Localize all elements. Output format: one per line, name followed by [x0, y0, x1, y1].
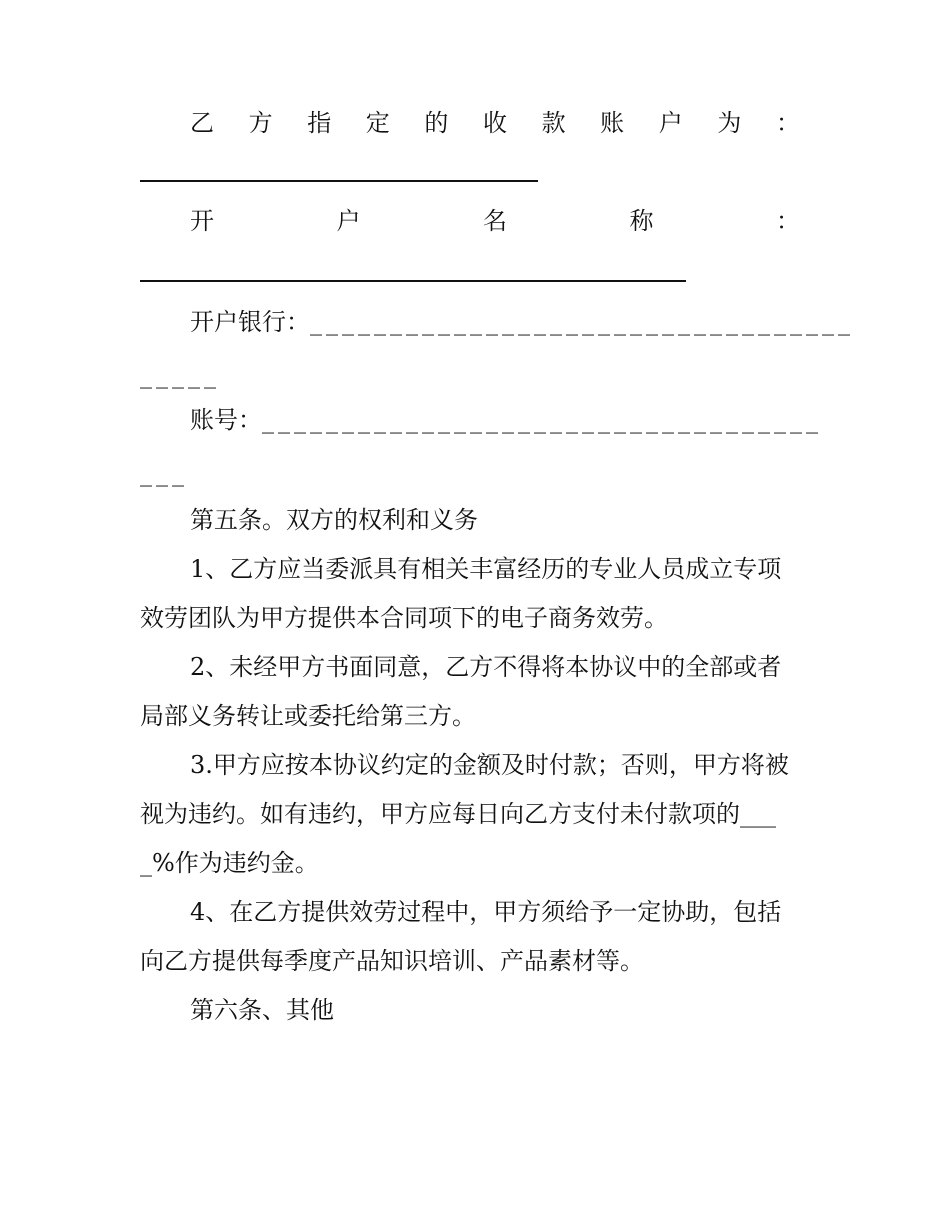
article5-item1-line2: 效劳团队为甲方提供本合同项下的电子商务效劳。 [140, 604, 668, 632]
article5-item4-line2: 向乙方提供每季度产品知识培训、产品素材等。 [140, 947, 644, 975]
account-intro-char: 账 [600, 109, 625, 137]
account-intro-char: 乙 [190, 109, 214, 137]
bank-line [190, 305, 854, 339]
account-intro-char: 为 [717, 109, 742, 137]
account-name-char: 户 [336, 207, 361, 235]
article5-item3-line1: 3.甲方应按本协议约定的金额及时付款；否则，甲方将被 [190, 751, 789, 779]
account-intro-char: 指 [307, 109, 332, 137]
article5-title: 第五条。双方的权利和义务 [190, 506, 478, 534]
account-intro-char: 定 [365, 109, 390, 137]
account-intro-char: 的 [424, 109, 449, 137]
account-intro-char: ： [775, 109, 800, 137]
account-name-blank-rule [140, 280, 686, 282]
account-intro-char: 收 [482, 109, 507, 137]
account-name-char: 称 [629, 207, 654, 235]
account-blank-rule [140, 180, 538, 182]
article5-item3-line2: 视为违约。如有违约，甲方应每日向乙方支付未付款项的___ [140, 800, 776, 828]
account-number-blank-cont: ___ [140, 459, 188, 487]
account-number-line-cont [140, 456, 800, 490]
bank-blank: __________________________________ [310, 308, 854, 336]
article5-item2-line2: 局部义务转让或委托给第三方。 [140, 702, 476, 730]
account-number-label: 账号： [190, 406, 262, 434]
article5-item3-line3: _%作为违约金。 [140, 849, 319, 877]
account-number-blank: ___________________________________ [262, 406, 822, 434]
article5-item1-line1: 1、乙方应当委派具有相关丰富经历的专业人员成立专项 [190, 555, 782, 583]
account-name-line [190, 204, 800, 238]
account-number-line [190, 403, 822, 437]
account-name-char: 名 [483, 207, 507, 235]
bank-blank-cont: _____ [140, 361, 220, 389]
account-name-char: ： [776, 207, 800, 235]
article5-item2-line1: 2、未经甲方书面同意，乙方不得将本协议中的全部或者 [190, 653, 782, 681]
account-intro-char: 户 [658, 109, 683, 137]
account-name-char: 开 [190, 207, 214, 235]
account-intro-char: 款 [541, 109, 566, 137]
account-intro-char: 方 [248, 109, 273, 137]
article5-item4-line1: 4、在乙方提供效劳过程中，甲方须给予一定协助，包括 [190, 898, 782, 926]
bank-line-cont [140, 358, 800, 392]
article6-title: 第六条、其他 [190, 996, 334, 1024]
bank-label: 开户银行： [190, 308, 310, 336]
account-intro-line [190, 106, 800, 140]
